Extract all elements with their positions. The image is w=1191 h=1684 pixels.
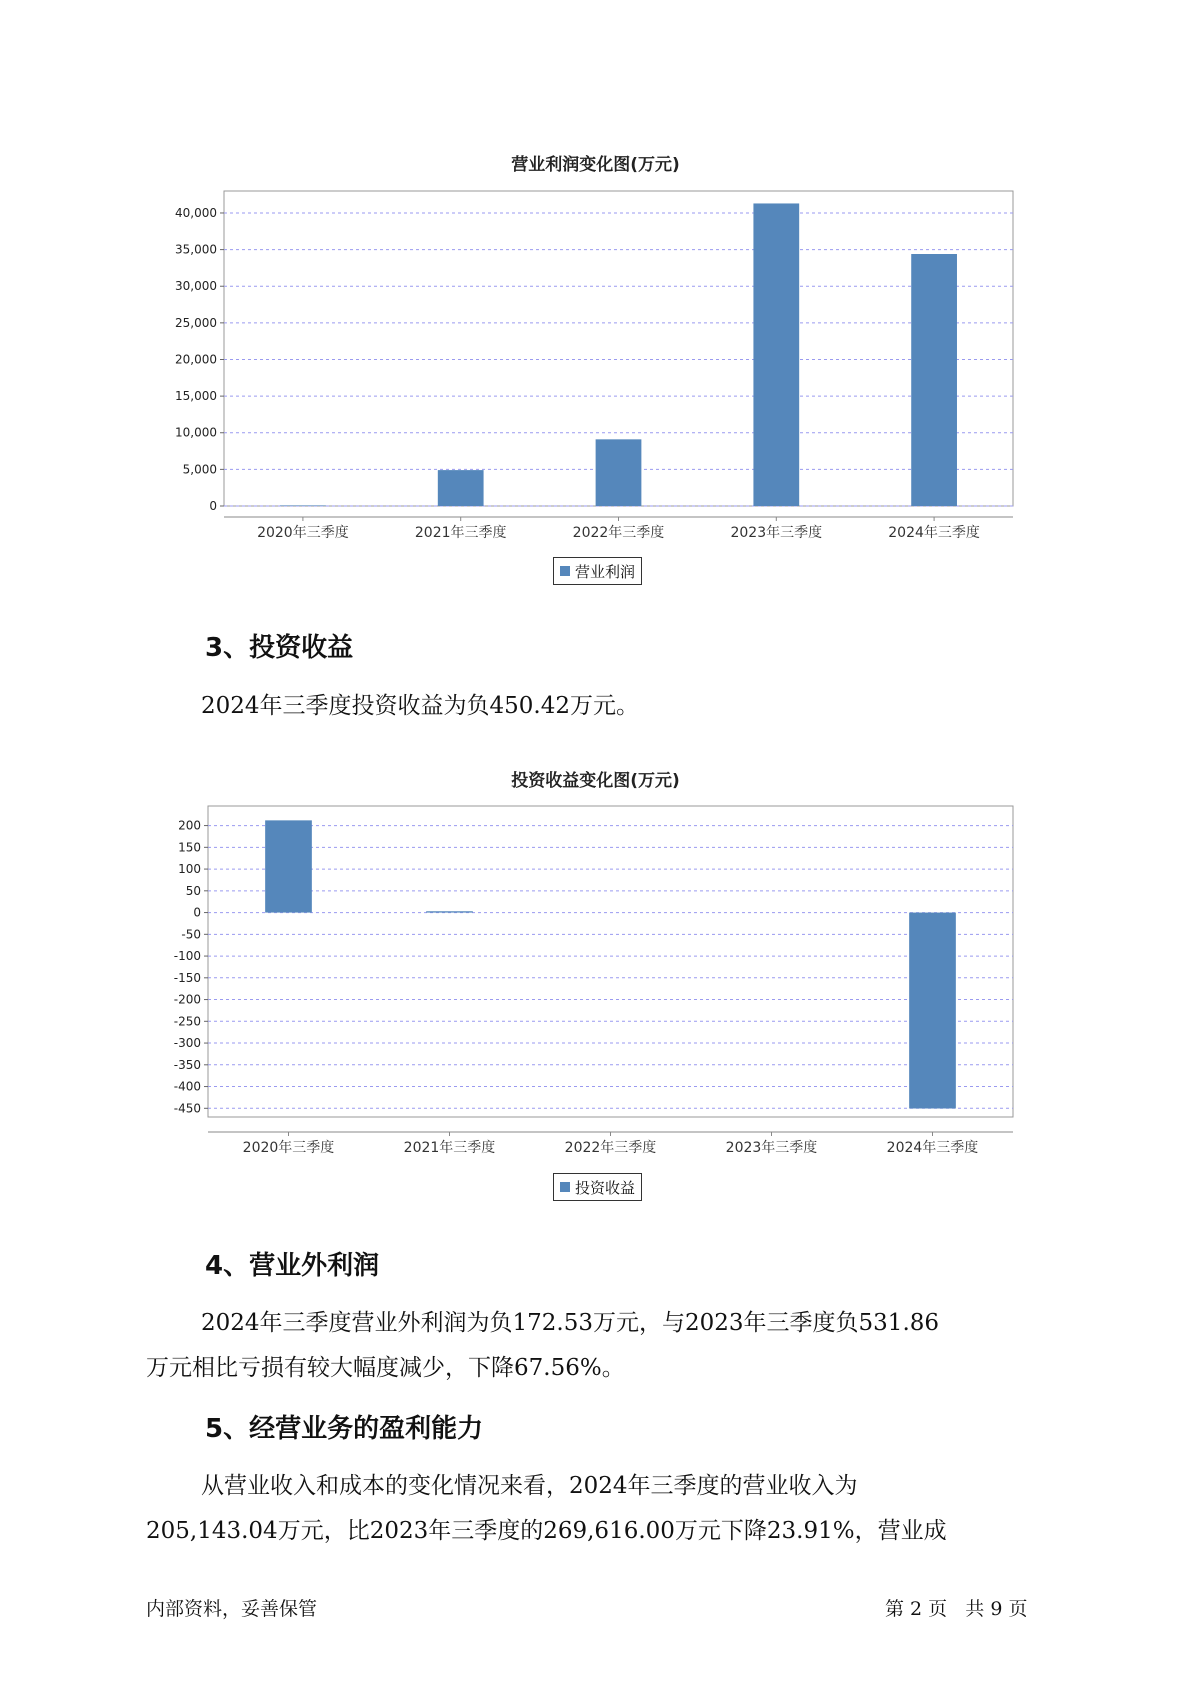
bar — [426, 911, 473, 912]
legend-swatch-icon — [560, 566, 570, 576]
section3-line1: 2024年三季度投资收益为负450.42万元。 — [201, 693, 640, 719]
section4-line2: 万元相比亏损有较大幅度减少，下降67.56%。 — [146, 1355, 625, 1381]
bar — [438, 470, 484, 506]
chart1-legend — [553, 557, 642, 585]
legend-swatch-icon — [560, 1182, 570, 1192]
y-tick-label: 10,000 — [175, 425, 217, 440]
x-tick-label: 2021年三季度 — [414, 525, 507, 541]
y-tick-label: -400 — [173, 1079, 201, 1094]
y-tick-label: -200 — [173, 992, 201, 1007]
y-tick-label: 5,000 — [182, 462, 217, 477]
x-tick-label: 2022年三季度 — [564, 1140, 657, 1156]
x-tick-label: 2023年三季度 — [725, 1140, 818, 1156]
y-tick-label: 25,000 — [175, 315, 217, 330]
x-tick-label: 2020年三季度 — [242, 1140, 335, 1156]
y-tick-label: 100 — [178, 862, 201, 877]
section4-line1: 2024年三季度营业外利润为负172.53万元，与2023年三季度负531.86 — [201, 1310, 940, 1336]
y-tick-label: 40,000 — [175, 205, 217, 220]
section5-heading: 5、经营业务的盈利能力 — [205, 1414, 484, 1444]
y-tick-label: 150 — [178, 840, 201, 855]
y-tick-label: -300 — [173, 1036, 201, 1051]
section5-paragraph — [146, 1464, 1046, 1554]
y-tick-label: 30,000 — [175, 279, 217, 294]
chart1-title: 营业利润变化图(万元) — [511, 155, 680, 175]
x-tick-label: 2023年三季度 — [730, 525, 823, 541]
chart2-legend — [553, 1173, 642, 1201]
section5-line2: 205,143.04万元，比2023年三季度的269,616.00万元下降23.91%，营业成 — [146, 1518, 947, 1544]
y-tick-label: -350 — [173, 1057, 201, 1072]
investment-income-chart — [0, 780, 1191, 1160]
chart2-title: 投资收益变化图(万元) — [511, 771, 680, 791]
section4-heading: 4、营业外利润 — [205, 1251, 380, 1281]
plot-area — [208, 806, 1013, 1117]
y-tick-label: -100 — [173, 949, 201, 964]
bar — [909, 913, 956, 1109]
x-tick-label: 2022年三季度 — [572, 525, 665, 541]
section4-paragraph — [146, 1301, 1046, 1391]
y-tick-label: 0 — [209, 499, 217, 513]
bar — [753, 203, 799, 506]
chart2-legend-label: 投资收益 — [575, 1178, 636, 1197]
bar — [596, 439, 642, 506]
section3-heading: 3、投资收益 — [205, 633, 354, 663]
y-tick-label: -250 — [173, 1014, 201, 1029]
x-tick-label: 2021年三季度 — [403, 1140, 496, 1156]
y-tick-label: -150 — [173, 970, 201, 985]
chart1-legend-label: 营业利润 — [575, 562, 636, 581]
x-tick-label: 2020年三季度 — [257, 525, 349, 541]
operating-profit-chart — [0, 0, 1191, 560]
y-tick-label: 0 — [193, 905, 201, 920]
y-tick-label: 35,000 — [175, 242, 217, 257]
bar — [911, 254, 957, 506]
y-tick-label: 20,000 — [175, 352, 217, 367]
x-tick-label: 2024年三季度 — [886, 1140, 979, 1156]
y-tick-label: 15,000 — [175, 389, 217, 404]
section5-line1: 从营业收入和成本的变化情况来看，2024年三季度的营业收入为 — [201, 1473, 858, 1499]
footer-confidential-note: 内部资料，妥善保管 — [146, 1598, 318, 1620]
x-tick-label: 2024年三季度 — [888, 525, 980, 541]
y-tick-label: 50 — [185, 883, 201, 898]
y-tick-label: -450 — [173, 1101, 201, 1116]
bar — [280, 505, 326, 506]
section3-paragraph — [146, 684, 1046, 729]
bar — [265, 820, 312, 912]
y-tick-label: -50 — [181, 927, 201, 942]
footer-page-number: 第 2 页 共 9 页 — [885, 1598, 1028, 1620]
y-tick-label: 200 — [178, 818, 201, 833]
